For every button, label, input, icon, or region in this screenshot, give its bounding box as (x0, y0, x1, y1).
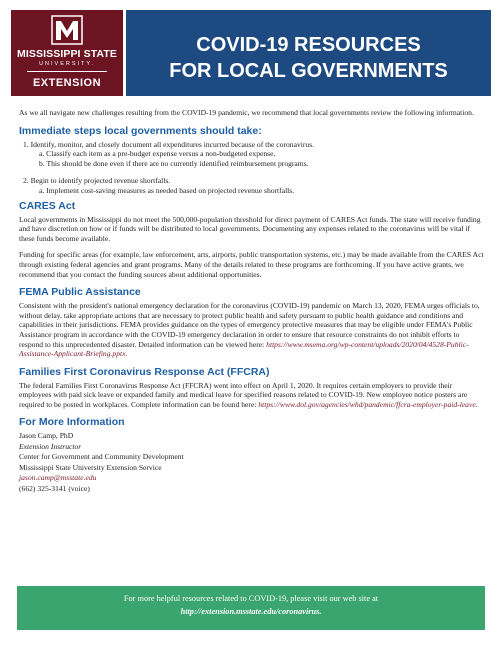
logo-line-extension: EXTENSION (32, 77, 102, 89)
fema-heading: FEMA Public Assistance (19, 286, 141, 299)
footer-banner (17, 586, 485, 630)
list-subitem: a. Classify each item as a pre-budget expense versus a non-budgeted expense. (39, 149, 276, 159)
contact-block (19, 431, 485, 493)
document-body (19, 108, 485, 494)
fema-link[interactable]: https://www.msema.org/wp-content/uploads/2020/04/4528-Public-Assistance-Applicant-Briefing.pptx. (19, 339, 469, 359)
immediate-steps-heading: Immediate steps local governments should take: (19, 124, 262, 137)
contact-title: Extension Instructor (19, 441, 82, 451)
msu-m-icon (51, 14, 83, 46)
more-info-heading: For More Information (19, 416, 125, 429)
page-title-line1: COVID-19 RESOURCES (196, 34, 421, 56)
cares-act-heading: CARES Act (19, 199, 76, 212)
page-title-line2: FOR LOCAL GOVERNMENTS (169, 60, 448, 82)
ffcra-link[interactable]: https://www.dol.gov/agencies/whd/pandemic/ffcra-employer-paid-leave. (258, 399, 478, 409)
contact-phone: (662) 325-3141 (voice) (19, 483, 90, 493)
contact-name: Jason Camp, PhD (19, 431, 74, 441)
intro-paragraph: As we all navigate new challenges resulting from the COVID-19 pandemic, we recommend that local governments review the following information. (19, 108, 474, 117)
contact-org: Mississippi State University Extension Service (19, 462, 162, 472)
cares-paragraph-1: Local governments in Mississippi do not meet the 500,000-population threshold for direct payment of CARES Act funds. The state will receive funding and have discretion on how or if funds will be distributed to local governments. Documenting any expenses related to the coronavirus will be vital if these funds become available. (19, 214, 481, 243)
logo-divider (27, 71, 107, 72)
footer-text: For more helpful resources related to COVID-19, please visit our web site at (123, 594, 379, 603)
list-item: 1. Identify, monitor, and closely document all expenditures incurred because of the coronavirus. (23, 139, 315, 149)
list-subitem: a. Implement cost-saving measures as needed based on projected revenue shortfalls. (39, 185, 295, 195)
fema-text: Consistent with the president's national emergency declaration for the coronavirus (COVID-19) pandemic on March 13, 2020, FEMA urges officials to, without delay, take appropriate actions that are necessary to protect public health and safety pursuant to public health guidance and conditions and capabilities in their jurisdictions. FEMA provides guidance on the types of emergency protective measures that may be eligible under FEMA's Public Assistance program in accordance with the COVID-19 emergency declaration in order to ensure that resource constraints do not inhibit efforts to respond to this unprecedented disaster. Detailed information can be viewed here: (19, 301, 480, 349)
contact-center: Center for Government and Community Development (19, 452, 184, 462)
immediate-steps-list (19, 140, 485, 196)
list-item: 2. Begin to identify projected revenue shortfalls. (23, 176, 171, 186)
msu-extension-logo (11, 10, 123, 96)
logo-line-university: MISSISSIPPI STATE (17, 48, 117, 60)
ffcra-paragraph (19, 381, 485, 410)
list-subitem: b. This should be done even if there are no currently identified reimbursement programs. (39, 158, 309, 168)
fema-paragraph (19, 301, 485, 359)
cares-paragraph-2: Funding for specific areas (for example, law enforcement, arts, airports, public transportation systems, etc.) may be made available from the CARES Act through existing federal agencies and grant programs. Many of the details related to these programs are forthcoming. If you have active grants, we recommend that you contact the funding sources about additional opportunities. (19, 250, 484, 279)
ffcra-heading: Families First Coronavirus Response Act (FFCRA) (19, 365, 270, 378)
ffcra-text: The federal Families First Coronavirus Response Act (FFCRA) went into effect on April 1, 2020. It requires certain employers to provide their employees with paid sick leave or expanded family and medical leave for specified reasons related to COVID-19. New employee notice posters are required to be posted in workplaces. Complete information can be found here: (19, 380, 468, 409)
title-banner (126, 10, 491, 96)
logo-line-university-sub: UNIVERSITY. (39, 61, 95, 67)
contact-email[interactable]: jason.camp@msstate.edu (19, 473, 97, 483)
footer-link[interactable]: http://extension.msstate.edu/coronavirus. (180, 607, 322, 616)
